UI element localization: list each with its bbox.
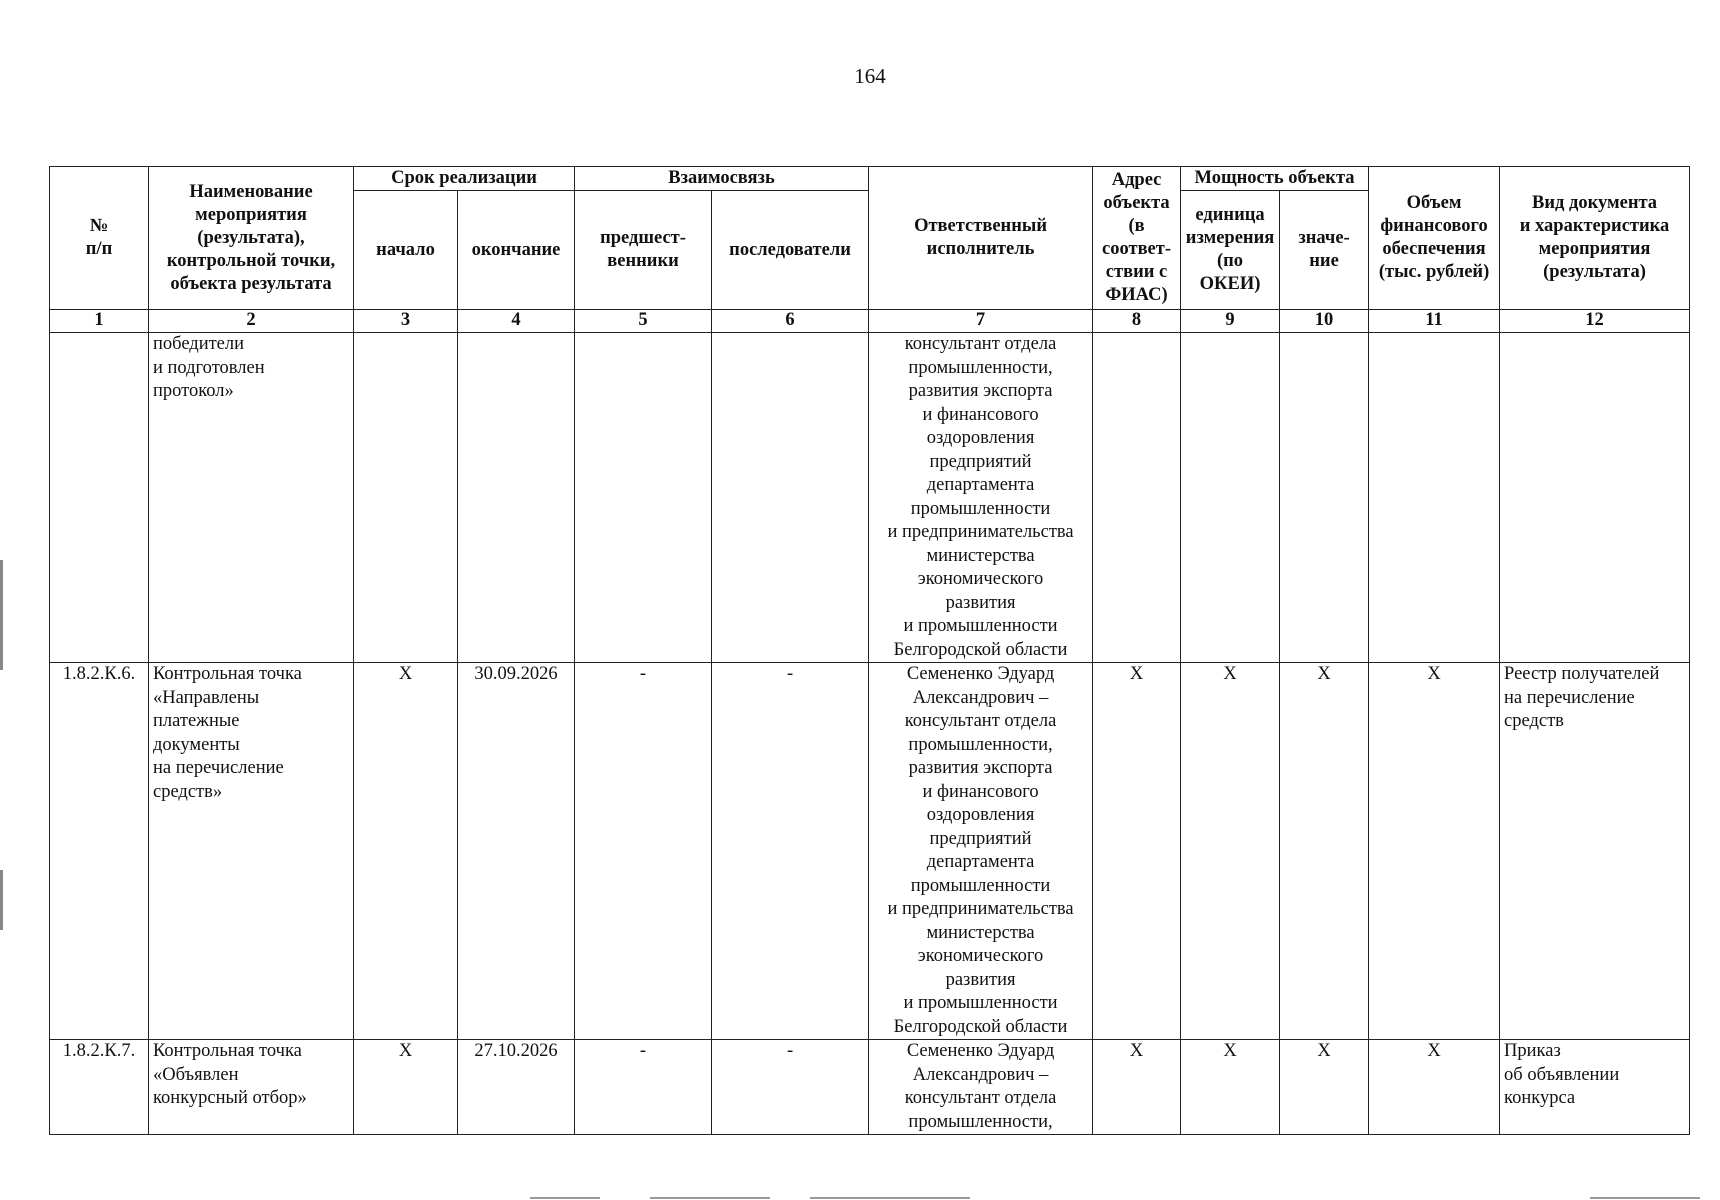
page-number: 164 bbox=[854, 64, 886, 88]
header-predecessors: предшест- венники bbox=[575, 191, 712, 310]
column-number: 2 bbox=[149, 310, 354, 333]
row-address bbox=[1093, 333, 1181, 663]
row-start: Х bbox=[354, 1040, 458, 1135]
column-number: 3 bbox=[354, 310, 458, 333]
row-responsible: консультант отдела промышленности, развития экспорта и финансового оздоровления предприятий департамента промышленности и предпринимательства министерства экономического развития и промышленности Белгородской области bbox=[869, 333, 1093, 663]
header-name: Наименование мероприятия (результата), контрольной точки, объекта результата bbox=[149, 167, 354, 310]
row-end: 30.09.2026 bbox=[458, 663, 575, 1040]
header-address: Адрес объекта (в соответ- ствии с ФИАС) bbox=[1093, 167, 1181, 310]
header-doc-type: Вид документа и характеристика мероприятия (результата) bbox=[1500, 167, 1690, 310]
header-relation: Взаимосвязь bbox=[575, 167, 869, 191]
header-unit: единица измерения (по ОКЕИ) bbox=[1181, 191, 1280, 310]
column-number: 12 bbox=[1500, 310, 1690, 333]
column-number: 9 bbox=[1181, 310, 1280, 333]
table-row bbox=[50, 1040, 1690, 1135]
row-unit bbox=[1181, 333, 1280, 663]
scan-edge-mark bbox=[650, 1197, 770, 1199]
row-responsible: Семененко Эдуард Александрович – консультант отдела промышленности, bbox=[869, 1040, 1093, 1135]
column-number: 5 bbox=[575, 310, 712, 333]
header-period-end: окончание bbox=[458, 191, 575, 310]
row-responsible: Семененко Эдуард Александрович – консультант отдела промышленности, развития экспорта и финансового оздоровления предприятий департамента промышленности и предпринимательства министерства экономического развития и промышленности Белгородской области bbox=[869, 663, 1093, 1040]
column-number: 11 bbox=[1369, 310, 1500, 333]
row-address: Х bbox=[1093, 663, 1181, 1040]
header-row-1 bbox=[50, 167, 1690, 191]
header-period-start: начало bbox=[354, 191, 458, 310]
row-doc: Реестр получателей на перечисление средств bbox=[1500, 663, 1690, 1040]
plan-table bbox=[49, 166, 1690, 1135]
row-successors: - bbox=[712, 663, 869, 1040]
row-start: Х bbox=[354, 663, 458, 1040]
row-successors bbox=[712, 333, 869, 663]
row-unit: Х bbox=[1181, 663, 1280, 1040]
row-successors: - bbox=[712, 1040, 869, 1135]
row-unit: Х bbox=[1181, 1040, 1280, 1135]
row-address: Х bbox=[1093, 1040, 1181, 1135]
scan-margin-mark bbox=[0, 560, 3, 670]
row-predecessors: - bbox=[575, 1040, 712, 1135]
column-number: 10 bbox=[1280, 310, 1369, 333]
row-name: победители и подготовлен протокол» bbox=[149, 333, 354, 663]
scan-edge-mark bbox=[530, 1197, 600, 1199]
row-number bbox=[50, 333, 149, 663]
row-end bbox=[458, 333, 575, 663]
column-number: 1 bbox=[50, 310, 149, 333]
row-predecessors bbox=[575, 333, 712, 663]
header-successors: последователи bbox=[712, 191, 869, 310]
column-number: 6 bbox=[712, 310, 869, 333]
row-doc: Приказ об объявлении конкурса bbox=[1500, 1040, 1690, 1135]
header-value: значе- ние bbox=[1280, 191, 1369, 310]
header-funding: Объем финансового обеспечения (тыс. рублей) bbox=[1369, 167, 1500, 310]
table-row bbox=[50, 663, 1690, 1040]
row-funding: Х bbox=[1369, 663, 1500, 1040]
header-num: № п/п bbox=[50, 167, 149, 310]
row-funding: Х bbox=[1369, 1040, 1500, 1135]
header-responsible: Ответственный исполнитель bbox=[869, 167, 1093, 310]
column-number: 4 bbox=[458, 310, 575, 333]
row-predecessors: - bbox=[575, 663, 712, 1040]
column-number: 7 bbox=[869, 310, 1093, 333]
row-start bbox=[354, 333, 458, 663]
header-capacity: Мощность объекта bbox=[1181, 167, 1369, 191]
row-value: Х bbox=[1280, 663, 1369, 1040]
row-value: Х bbox=[1280, 1040, 1369, 1135]
column-number: 8 bbox=[1093, 310, 1181, 333]
table-row bbox=[50, 333, 1690, 663]
row-value bbox=[1280, 333, 1369, 663]
row-doc bbox=[1500, 333, 1690, 663]
row-end: 27.10.2026 bbox=[458, 1040, 575, 1135]
column-number-row bbox=[50, 310, 1690, 333]
scan-margin-mark bbox=[0, 870, 3, 930]
row-name: Контрольная точка «Объявлен конкурсный отбор» bbox=[149, 1040, 354, 1135]
header-period: Срок реализации bbox=[354, 167, 575, 191]
row-name: Контрольная точка «Направлены платежные документы на перечисление средств» bbox=[149, 663, 354, 1040]
scan-edge-mark bbox=[810, 1197, 970, 1199]
row-number: 1.8.2.К.7. bbox=[50, 1040, 149, 1135]
row-number: 1.8.2.К.6. bbox=[50, 663, 149, 1040]
row-funding bbox=[1369, 333, 1500, 663]
scan-edge-mark bbox=[1590, 1197, 1700, 1199]
